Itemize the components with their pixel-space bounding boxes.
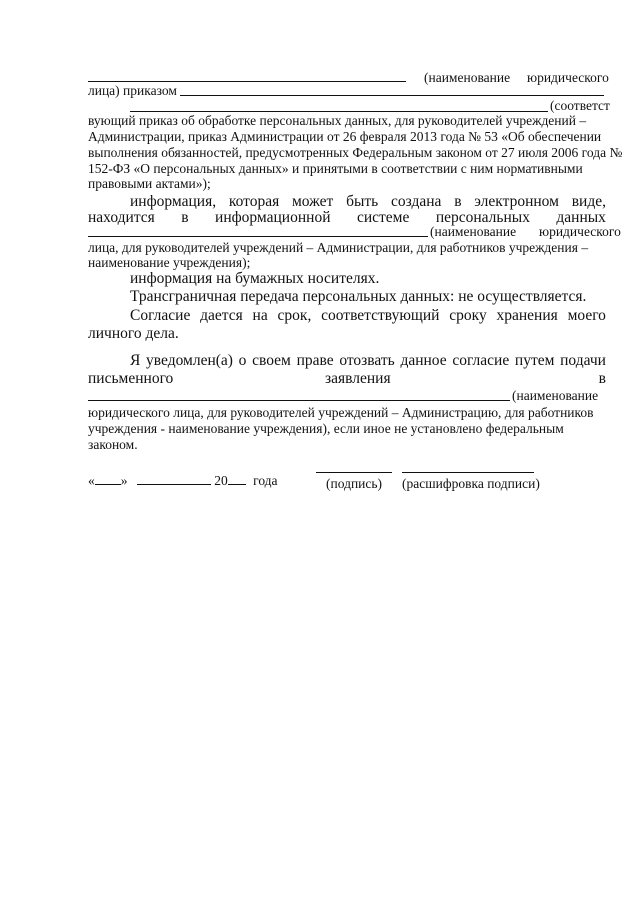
blank-line (130, 111, 548, 112)
text-line: законом. (88, 437, 138, 452)
paper-info-line: информация на бумажных носителях. (130, 270, 380, 287)
text-line: выполнения обязанностей, предусмотренных Федеральным законом от 27 июля 2006 года № (88, 145, 623, 160)
term-line (130, 307, 606, 325)
decode-label: (расшифровка подписи) (402, 476, 540, 491)
word: моего (567, 307, 606, 324)
word: может (291, 193, 334, 210)
word: подачи (560, 352, 606, 369)
word: сроку (449, 307, 487, 324)
notice-line (130, 352, 606, 370)
word: своем (252, 352, 291, 369)
word: путем (514, 352, 555, 369)
name-note: (наименование (512, 388, 599, 403)
year-blank (228, 473, 246, 485)
order-label: лица) приказом (88, 83, 177, 98)
word: дается (200, 307, 243, 324)
term-line-2: личного дела. (88, 325, 179, 342)
year-word: года (253, 473, 278, 488)
text-line: юридического лица, для руководителей учреждений – Администрацию, для работников (88, 405, 594, 420)
word: персональных (435, 209, 530, 226)
quote-open: « (88, 473, 95, 488)
signature-label: (подпись) (326, 476, 383, 491)
text-line: вующий приказ об обработке персональных данных, для руководителей учреждений – (88, 113, 587, 128)
day-blank (95, 473, 121, 485)
word: информация, (130, 193, 217, 210)
word: соответствующий (321, 307, 440, 324)
text-line: Администрации, приказ Администрации от 26 февраля 2013 года № 53 «Об обеспечении (88, 129, 602, 144)
word: Я (130, 352, 141, 369)
blank-line (88, 236, 428, 237)
word: уведомлен(а) (146, 352, 233, 369)
text-line: 152-ФЗ «О персональных данных» и принятыми в соответствии с ним нормативными (88, 161, 583, 176)
word: данных (556, 209, 606, 226)
word: которая (228, 193, 280, 210)
blank-line (88, 70, 406, 82)
quote-close: » (120, 473, 128, 488)
date-field (88, 473, 278, 488)
name-note-b: юридического (539, 224, 621, 239)
text-line: правовыми актами»); (88, 176, 211, 191)
word: срок, (277, 307, 312, 324)
word: праве (296, 352, 334, 369)
name-note-a: (наименование (430, 224, 517, 239)
signature-blank (316, 472, 392, 473)
word: отозвать (339, 352, 395, 369)
word: данное (400, 352, 447, 369)
word: создана (391, 193, 442, 210)
word: находится (88, 209, 155, 226)
name-note-b: юридического (527, 70, 609, 85)
text-line: лица, для руководителей учреждений – Администрации, для работников учреждения – (88, 240, 589, 255)
word: на (252, 307, 268, 324)
transfer-line: Трансграничная передача персональных данных: не осуществляется. (130, 288, 587, 305)
word: в (454, 193, 462, 210)
word: электронном (474, 193, 559, 210)
word: информационной (215, 209, 331, 226)
year-prefix: 20 (214, 473, 228, 488)
word: согласие (452, 352, 510, 369)
text-line: учреждения - наименование учреждения), если иное не установлено федеральным (88, 421, 564, 436)
word: письменного (88, 370, 174, 387)
month-blank (137, 473, 211, 485)
correspond-fragment: (соответст (550, 98, 610, 113)
word: хранения (496, 307, 558, 324)
word: о (238, 352, 247, 369)
word: в (598, 370, 606, 387)
word: виде, (571, 193, 606, 210)
info-system-line (88, 209, 606, 227)
word: заявления (325, 370, 391, 387)
name-note-a: (наименование (424, 70, 511, 85)
blank-line (180, 95, 604, 96)
decode-blank (402, 472, 534, 473)
word: системе (356, 209, 410, 226)
word: быть (346, 193, 379, 210)
word: в (181, 209, 189, 226)
text-line: наименование учреждения); (88, 255, 251, 270)
word: Согласие (130, 307, 191, 324)
blank-line (88, 400, 510, 401)
